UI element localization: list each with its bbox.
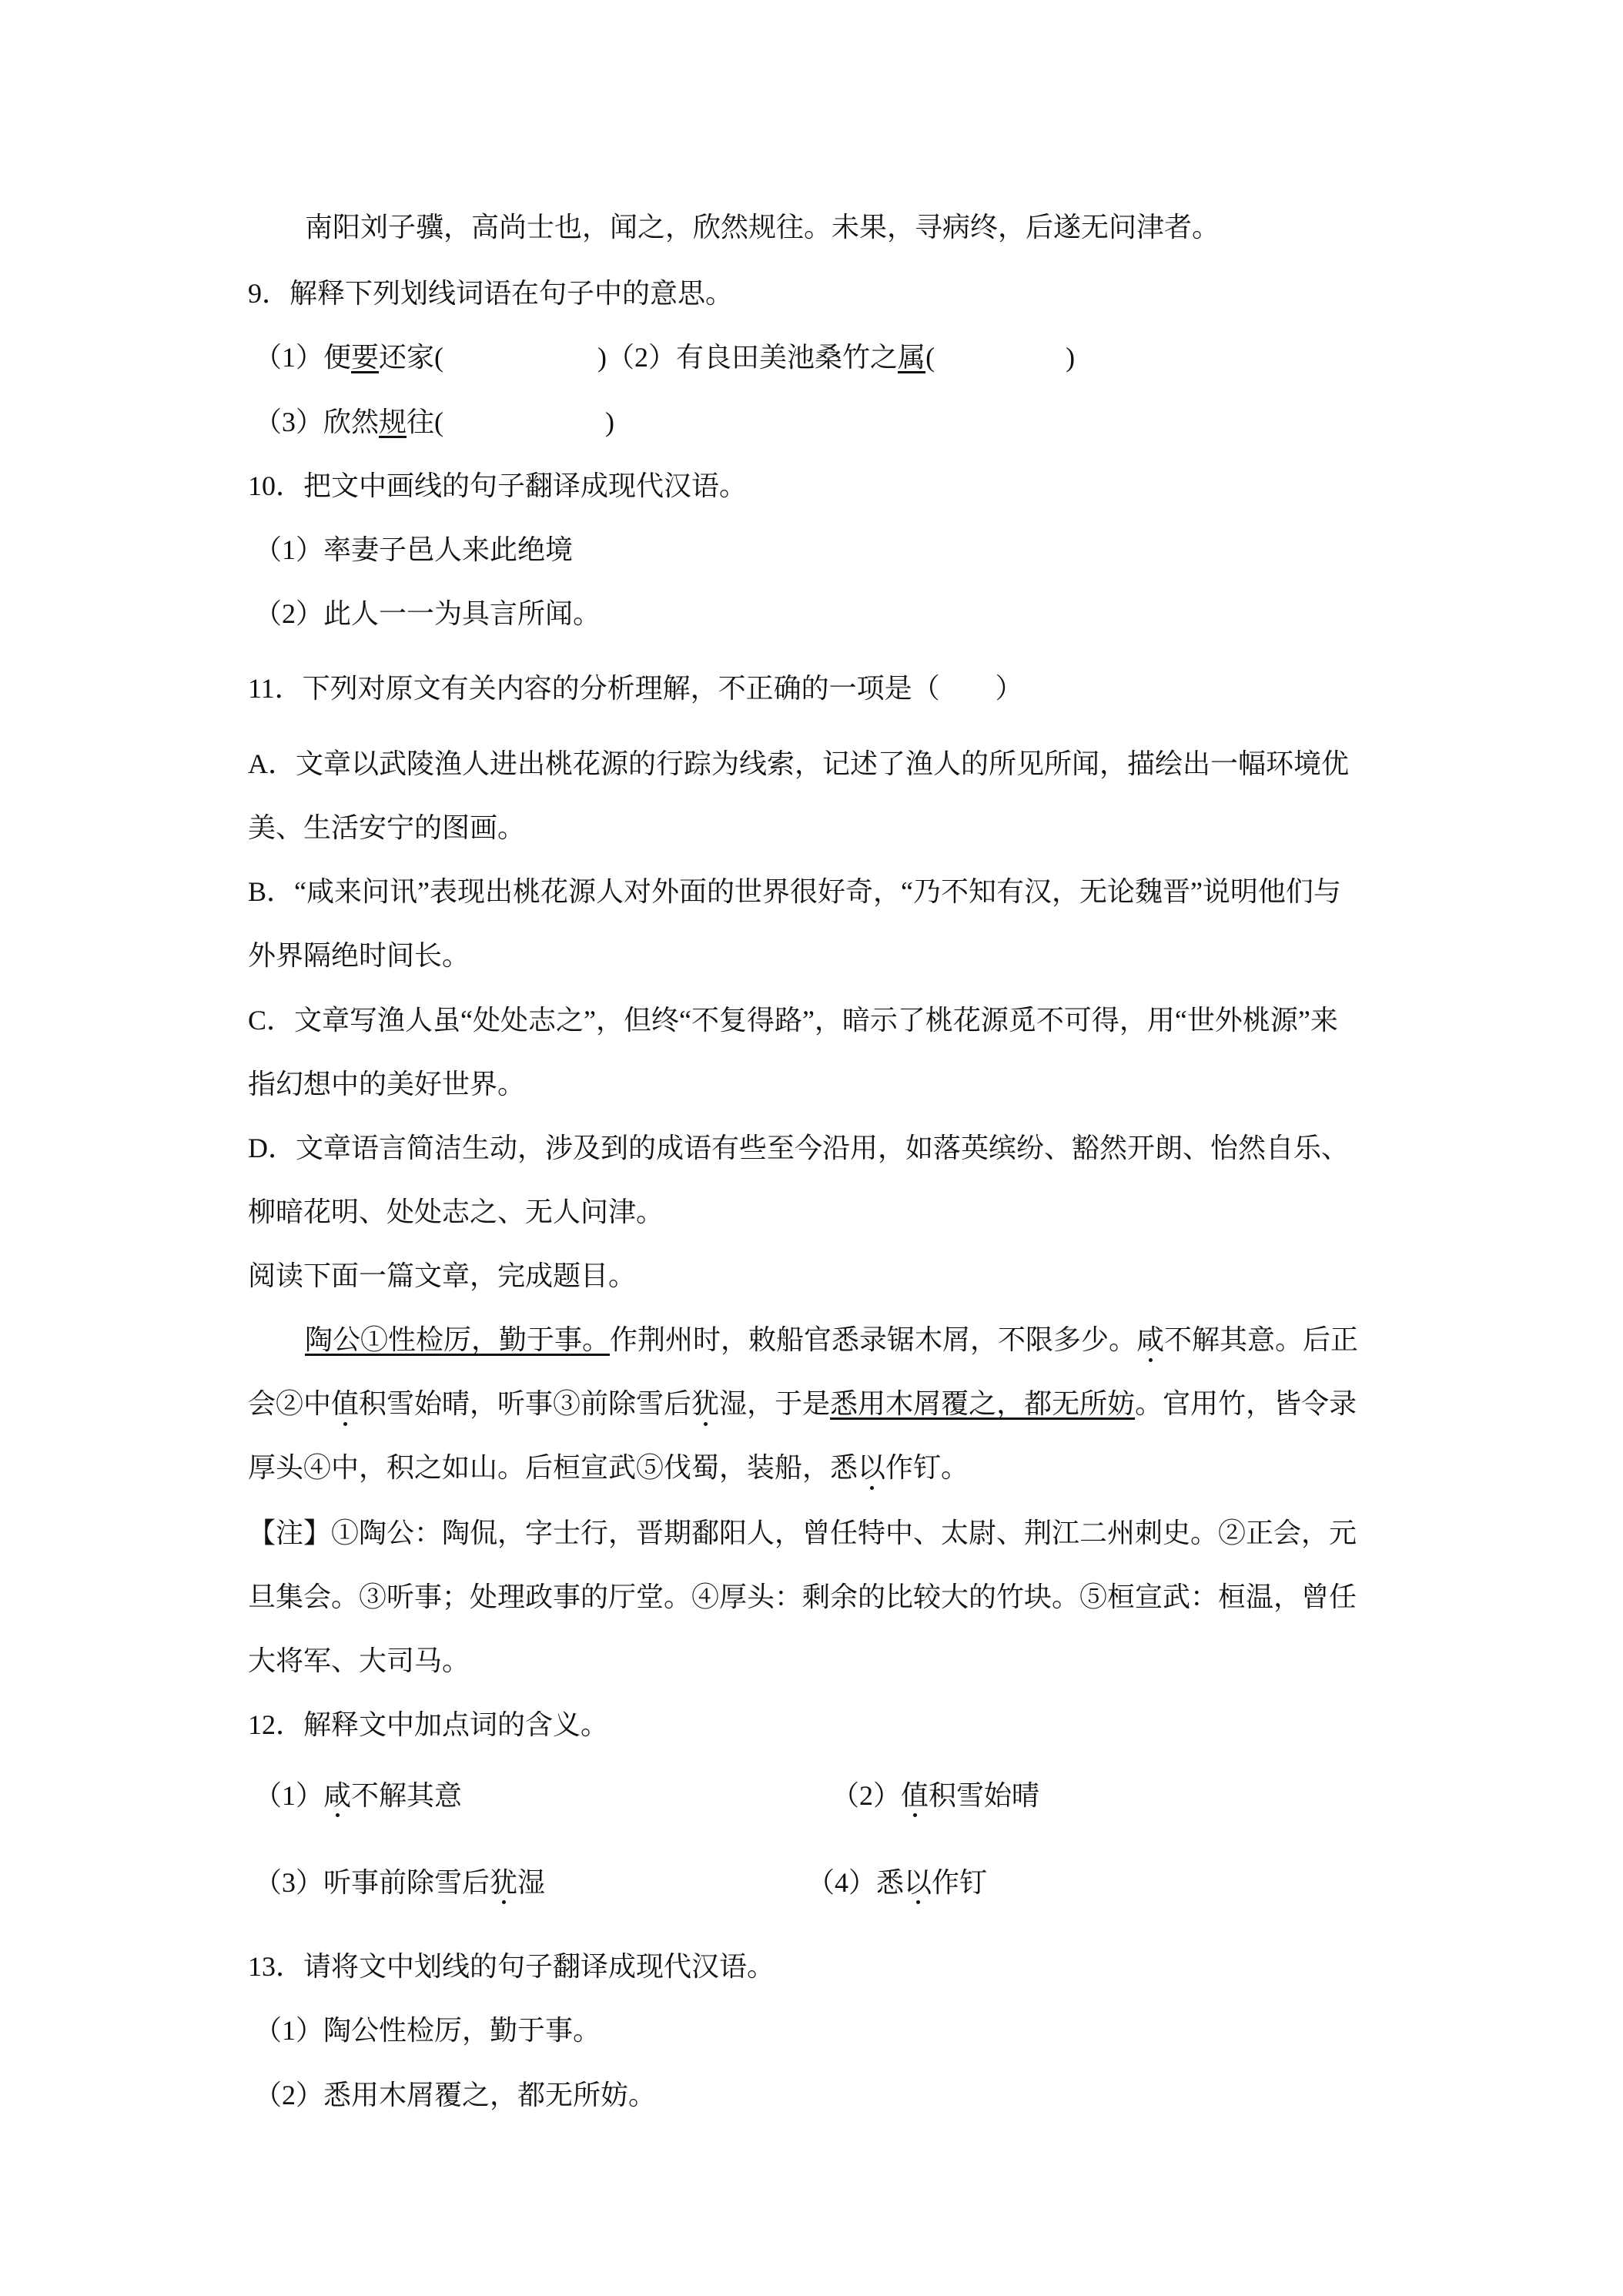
reading-intro: 阅读下面一篇文章，完成题目。: [248, 1260, 637, 1291]
q12-item3-prefix: （3）听事前除雪后: [254, 1867, 490, 1898]
passage2-underlined-sentence1: 陶公①性检厉，勤于事。: [305, 1324, 611, 1356]
note-line1: 【注】①陶公：陶侃，字士行，晋期鄱阳人，曾任特中、太尉、荆江二州刺史。②正会，元: [248, 1518, 1357, 1548]
dotted-word-zhi: 值: [331, 1388, 360, 1420]
q11-option-c-line1[interactable]: C．文章写渔人虽“处处志之”，但终“不复得路”，暗示了桃花源觅不可得，用“世外桃源”来: [248, 1005, 1338, 1036]
note-line2: 旦集会。③听事；处理政事的厅堂。④厚头：剩余的比较大的竹块。⑤桓宣武：桓温，曾任: [248, 1581, 1357, 1612]
q9-title: 9．解释下列划线词语在句子中的意思。: [248, 278, 734, 309]
dotted-word-xian: 咸: [1136, 1324, 1165, 1356]
q9-item2-prefix: （2）有良田美池桑竹之: [607, 342, 899, 373]
q12-item4-suffix: 作钉: [932, 1867, 988, 1898]
q9-item3-prefix: （3）欣然: [254, 407, 380, 437]
q12-item1-suffix: 不解其意: [351, 1780, 463, 1811]
q11-option-b-line2: 外界隔绝时间长。: [248, 940, 470, 971]
q12-item1-dotted: 咸: [323, 1780, 352, 1811]
passage2-text: 会②中: [248, 1388, 332, 1420]
dotted-word-yi: 以: [858, 1452, 886, 1484]
q11-option-a-line1[interactable]: A．文章以武陵渔人进出桃花源的行踪为线索，记述了渔人的所见所闻，描绘出一幅环境优: [248, 748, 1349, 779]
q12-title: 12．解释文中加点词的含义。: [248, 1709, 609, 1740]
q12-item2-dotted: 值: [901, 1780, 929, 1811]
q11-option-a-line2: 美、生活安宁的图画。: [248, 812, 526, 843]
q10-title: 10．把文中画线的句子翻译成现代汉语。: [248, 470, 748, 501]
q11-option-c-line2: 指幻想中的美好世界。: [248, 1069, 526, 1099]
q11-option-b-line1[interactable]: B．“咸来问讯”表现出桃花源人对外面的世界很好奇，“乃不知有汉，无论魏晋”说明他们与: [248, 876, 1341, 907]
passage1-tail: 南阳刘子骥，高尚士也，闻之，欣然规往。未果，寻病终，后遂无问津者。: [305, 212, 1220, 243]
q12-item4: [807, 1863, 987, 1902]
q12-item1-prefix: （1）: [254, 1780, 324, 1811]
q12-item4-dotted: 以: [904, 1867, 932, 1898]
q12-item1: [254, 1776, 462, 1815]
q10-item2: （2）此人一一为具言所闻。: [254, 598, 601, 629]
q9-item2-close: ): [1066, 342, 1076, 373]
note-line3: 大将军、大司马。: [248, 1645, 470, 1676]
q12-item2-suffix: 积雪始晴: [929, 1780, 1040, 1811]
q12-item3-dotted: 犹: [490, 1867, 518, 1898]
q12-item3: [254, 1863, 545, 1902]
passage2-text: 不解其意。后正: [1164, 1324, 1359, 1356]
passage2-line2: [248, 1385, 1357, 1424]
q12-item3-suffix: 湿: [517, 1867, 546, 1898]
q13-item1: （1）陶公性检厉，勤于事。: [254, 2015, 601, 2046]
q9-item1-prefix: （1）便: [254, 342, 352, 373]
q13-item2: （2）悉用木屑覆之，都无所妨。: [254, 2080, 657, 2110]
q9-row1: [254, 338, 1075, 377]
passage2-text: 作荆州时，敕船官悉录锯木屑，不限多少。: [610, 1324, 1137, 1356]
passage2-text: 。官用竹，皆令录: [1135, 1388, 1357, 1420]
q10-item1: （1）率妻子邑人来此绝境: [254, 534, 574, 565]
q13-title: 13．请将文中划线的句子翻译成现代汉语。: [248, 1951, 775, 1982]
passage2-line1: [305, 1321, 1358, 1360]
passage2-underlined-sentence2: 悉用木屑覆之，都无所妨: [830, 1388, 1136, 1420]
q9-item1-close: ): [597, 342, 607, 373]
passage2-text: 湿，于是: [719, 1388, 831, 1420]
dotted-word-you: 犹: [691, 1388, 720, 1420]
q9-item3-suffix: 往(: [407, 407, 444, 437]
q11-title: 11．下列对原文有关内容的分析理解，不正确的一项是（ ）: [248, 673, 1023, 704]
q11-option-d-line1[interactable]: D．文章语言简洁生动，涉及到的成语有些至今沿用，如落英缤纷、豁然开朗、怡然自乐、: [248, 1133, 1349, 1163]
q9-item3-close: ): [605, 407, 615, 437]
q9-item2-underlined: 属: [898, 342, 926, 373]
q9-item1-underlined: 要: [351, 342, 380, 373]
q9-item3-underlined: 规: [379, 407, 407, 437]
q12-item2: [832, 1776, 1039, 1815]
q11-option-d-line2: 柳暗花明、处处志之、无人问津。: [248, 1197, 664, 1227]
passage2-text: 作钉。: [885, 1452, 969, 1484]
q9-row2: [254, 403, 614, 441]
q12-item4-prefix: （4）悉: [807, 1867, 905, 1898]
passage2-text: 厚头④中，积之如山。后桓宣武⑤伐蜀，装船，悉: [248, 1452, 858, 1484]
q12-item2-prefix: （2）: [832, 1780, 902, 1811]
passage2-text: 积雪始晴，听事③前除雪后: [359, 1388, 692, 1420]
q9-item1-suffix: 还家(: [379, 342, 444, 373]
q9-item2-suffix: (: [925, 342, 935, 373]
passage2-line3: [248, 1449, 969, 1488]
